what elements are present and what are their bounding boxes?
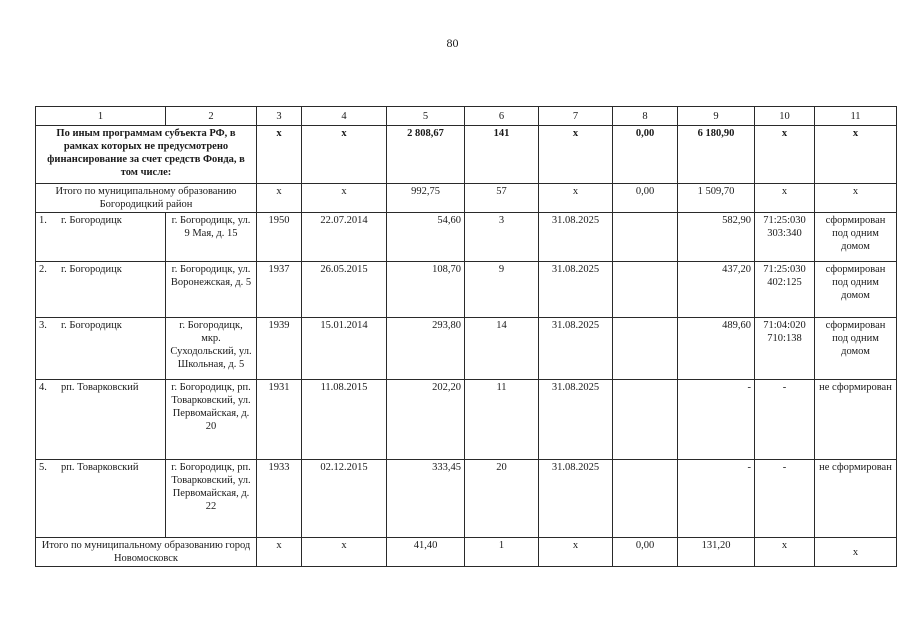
row-area: 333,45 bbox=[387, 460, 465, 538]
row-people: 3 bbox=[465, 213, 539, 262]
row-number-city bbox=[36, 460, 166, 538]
row-c8 bbox=[613, 262, 678, 318]
column-header: 10 bbox=[755, 107, 815, 126]
row-number: 3. bbox=[39, 320, 47, 331]
subtotal-title: Итого по муниципальному образованию город Новомосковск bbox=[36, 538, 257, 567]
row-year: 1950 bbox=[257, 213, 302, 262]
row-year: 1939 bbox=[257, 318, 302, 380]
row-address: г. Богородицк, рп. Товарковский, ул. Первомайская, д. 22 bbox=[166, 460, 257, 538]
row-people: 9 bbox=[465, 262, 539, 318]
section-title: По иным программам субъекта РФ, в рамках которых не предусмотрено финансирование за счет средств Фонда, в том числе: bbox=[36, 126, 257, 184]
row-number-city bbox=[36, 262, 166, 318]
column-header: 4 bbox=[302, 107, 387, 126]
table-row bbox=[36, 318, 897, 380]
row-date: 02.12.2015 bbox=[302, 460, 387, 538]
subtotal-c8: 0,00 bbox=[613, 538, 678, 567]
subtotal-c9: 131,20 bbox=[678, 538, 755, 567]
row-status: сформирован под одним домом bbox=[815, 318, 897, 380]
subtotal-c4: x bbox=[302, 538, 387, 567]
row-status: не сформирован bbox=[815, 460, 897, 538]
column-header: 5 bbox=[387, 107, 465, 126]
table-row bbox=[36, 380, 897, 460]
row-number-city bbox=[36, 380, 166, 460]
column-header: 3 bbox=[257, 107, 302, 126]
row-number: 1. bbox=[39, 215, 47, 226]
row-c8 bbox=[613, 318, 678, 380]
row-c9: - bbox=[678, 380, 755, 460]
row-c9: 437,20 bbox=[678, 262, 755, 318]
row-date: 11.08.2015 bbox=[302, 380, 387, 460]
column-header: 7 bbox=[539, 107, 613, 126]
section-total-row bbox=[36, 126, 897, 184]
table-row bbox=[36, 460, 897, 538]
row-year: 1937 bbox=[257, 262, 302, 318]
section-people: 141 bbox=[465, 126, 539, 184]
row-number-city bbox=[36, 213, 166, 262]
row-address: г. Богородицк, ул. 9 Мая, д. 15 bbox=[166, 213, 257, 262]
section-c8: 0,00 bbox=[613, 126, 678, 184]
row-area: 293,80 bbox=[387, 318, 465, 380]
row-city: рп. Товарковский bbox=[61, 462, 139, 473]
row-c8 bbox=[613, 213, 678, 262]
column-header: 11 bbox=[815, 107, 897, 126]
row-deadline: 31.08.2025 bbox=[539, 213, 613, 262]
table-row bbox=[36, 262, 897, 318]
row-number: 2. bbox=[39, 264, 47, 275]
column-header: 6 bbox=[465, 107, 539, 126]
table-row bbox=[36, 213, 897, 262]
section-c7: x bbox=[539, 126, 613, 184]
row-area: 54,60 bbox=[387, 213, 465, 262]
subtotal-c7: x bbox=[539, 184, 613, 213]
subtotal-area: 992,75 bbox=[387, 184, 465, 213]
subtotal-c11: x bbox=[815, 184, 897, 213]
row-c8 bbox=[613, 460, 678, 538]
subtotal-people: 1 bbox=[465, 538, 539, 567]
row-address: г. Богородицк, мкр. Суходольский, ул. Школьная, д. 5 bbox=[166, 318, 257, 380]
subtotal-c8: 0,00 bbox=[613, 184, 678, 213]
subtotal-area: 41,40 bbox=[387, 538, 465, 567]
subtotal-c9: 1 509,70 bbox=[678, 184, 755, 213]
subtotal-c3: x bbox=[257, 538, 302, 567]
subtotal-people: 57 bbox=[465, 184, 539, 213]
row-address: г. Богородицк, ул. Воронежская, д. 5 bbox=[166, 262, 257, 318]
subtotal-row bbox=[36, 184, 897, 213]
row-date: 22.07.2014 bbox=[302, 213, 387, 262]
row-deadline: 31.08.2025 bbox=[539, 380, 613, 460]
subtotal-row bbox=[36, 538, 897, 567]
row-city: г. Богородицк bbox=[61, 215, 122, 226]
column-number-row bbox=[36, 107, 897, 126]
row-address: г. Богородицк, рп. Товарковский, ул. Первомайская, д. 20 bbox=[166, 380, 257, 460]
row-area: 202,20 bbox=[387, 380, 465, 460]
row-date: 26.05.2015 bbox=[302, 262, 387, 318]
row-area: 108,70 bbox=[387, 262, 465, 318]
row-city: рп. Товарковский bbox=[61, 382, 139, 393]
column-header: 2 bbox=[166, 107, 257, 126]
column-header: 1 bbox=[36, 107, 166, 126]
row-people: 20 bbox=[465, 460, 539, 538]
row-city: г. Богородицк bbox=[61, 264, 122, 275]
section-c10: x bbox=[755, 126, 815, 184]
row-c9: 582,90 bbox=[678, 213, 755, 262]
row-cadastral: 71:25:030 303:340 bbox=[755, 213, 815, 262]
row-year: 1933 bbox=[257, 460, 302, 538]
section-c9: 6 180,90 bbox=[678, 126, 755, 184]
row-cadastral: 71:25:030 402:125 bbox=[755, 262, 815, 318]
section-c3: x bbox=[257, 126, 302, 184]
row-people: 11 bbox=[465, 380, 539, 460]
row-cadastral: 71:04:020 710:138 bbox=[755, 318, 815, 380]
row-city: г. Богородицк bbox=[61, 320, 122, 331]
subtotal-c11: x bbox=[815, 538, 897, 567]
section-c11: x bbox=[815, 126, 897, 184]
row-year: 1931 bbox=[257, 380, 302, 460]
row-status: сформирован под одним домом bbox=[815, 262, 897, 318]
row-deadline: 31.08.2025 bbox=[539, 262, 613, 318]
subtotal-c3: x bbox=[257, 184, 302, 213]
row-deadline: 31.08.2025 bbox=[539, 460, 613, 538]
row-number-city bbox=[36, 318, 166, 380]
row-status: сформирован под одним домом bbox=[815, 213, 897, 262]
row-c8 bbox=[613, 380, 678, 460]
row-people: 14 bbox=[465, 318, 539, 380]
resettlement-table bbox=[35, 106, 897, 567]
row-cadastral: - bbox=[755, 380, 815, 460]
column-header: 8 bbox=[613, 107, 678, 126]
subtotal-c7: x bbox=[539, 538, 613, 567]
subtotal-c10: x bbox=[755, 538, 815, 567]
subtotal-c4: x bbox=[302, 184, 387, 213]
row-number: 4. bbox=[39, 382, 47, 393]
column-header: 9 bbox=[678, 107, 755, 126]
row-c9: 489,60 bbox=[678, 318, 755, 380]
row-date: 15.01.2014 bbox=[302, 318, 387, 380]
row-number: 5. bbox=[39, 462, 47, 473]
row-status: не сформирован bbox=[815, 380, 897, 460]
row-deadline: 31.08.2025 bbox=[539, 318, 613, 380]
subtotal-title: Итого по муниципальному образованию Богородицкий район bbox=[36, 184, 257, 213]
subtotal-c10: x bbox=[755, 184, 815, 213]
page-number: 80 bbox=[446, 36, 459, 50]
section-c4: x bbox=[302, 126, 387, 184]
section-area: 2 808,67 bbox=[387, 126, 465, 184]
row-c9: - bbox=[678, 460, 755, 538]
row-cadastral: - bbox=[755, 460, 815, 538]
